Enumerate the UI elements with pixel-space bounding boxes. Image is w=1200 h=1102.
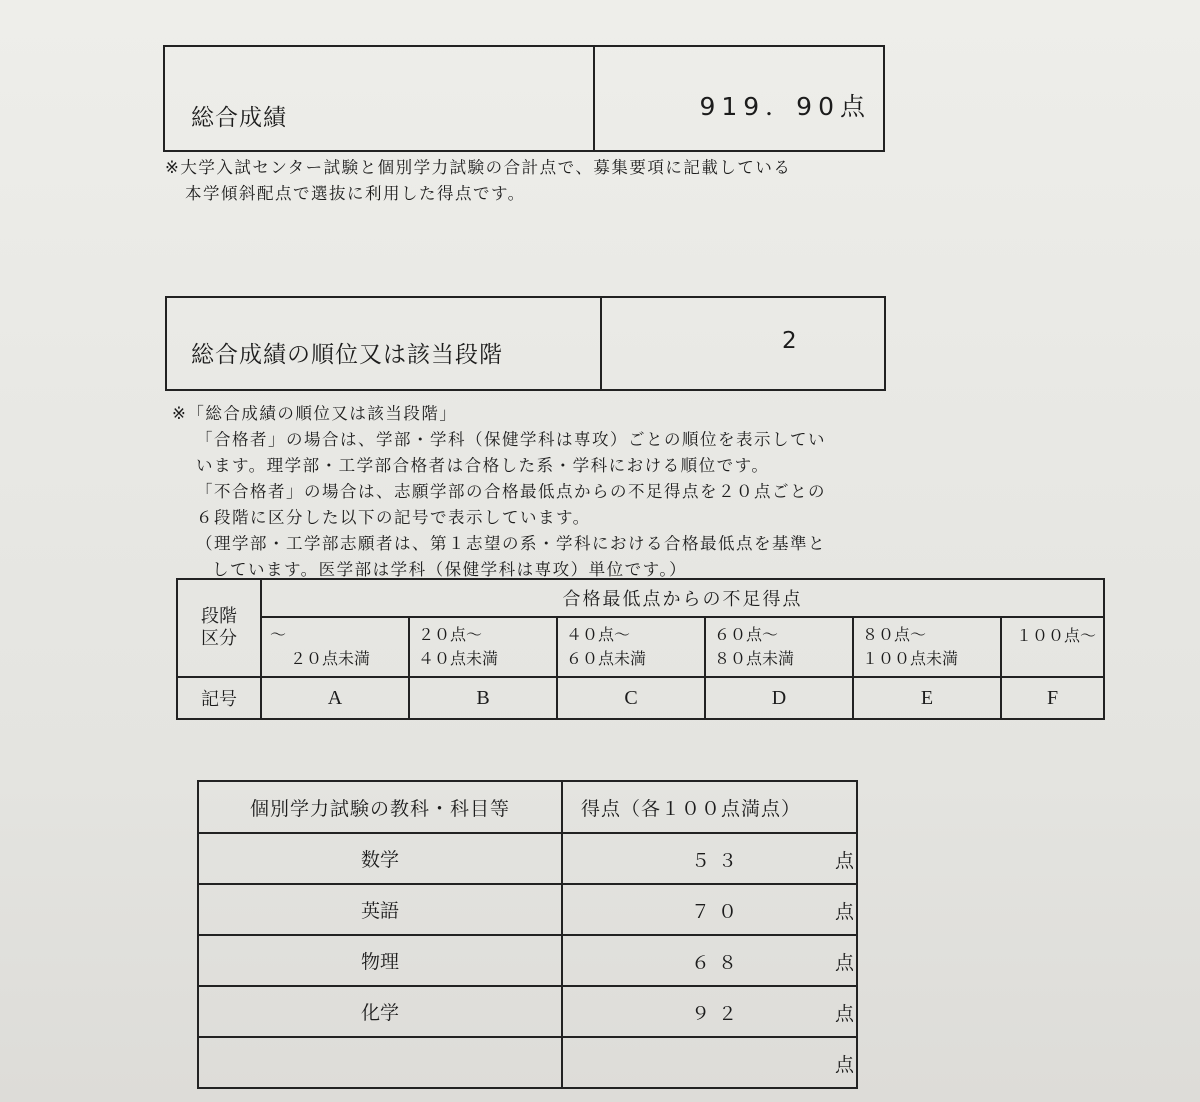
stage-range-line-2: ８０点未満 xyxy=(714,649,795,668)
stage-range-line-1: 〜 xyxy=(270,625,287,644)
score-unit: 点 xyxy=(834,952,854,974)
subject-header: 個別学力試験の教科・科目等 xyxy=(198,781,562,833)
stage-corner-cell xyxy=(177,579,261,677)
stage-range-line-2: ４０点未満 xyxy=(418,649,499,668)
score-unit: 点 xyxy=(834,1003,854,1025)
rank-note-line-4: 「不合格者」の場合は、志願学部の合格最低点からの不足得点を２０点ごとの xyxy=(196,482,826,501)
stage-range-line-1: ４０点〜 xyxy=(566,625,631,644)
rank-note-line-5: ６段階に区分した以下の記号で表示しています。 xyxy=(196,508,591,527)
stage-range-line-1: ８０点〜 xyxy=(862,625,927,644)
stage-symbol-e: E xyxy=(853,677,1001,719)
score-value: ６８ xyxy=(691,952,746,974)
total-note-line-2: 本学傾斜配点で選抜に利用した得点です。 xyxy=(185,184,526,203)
rank-label: 総合成績の順位又は該当段階 xyxy=(191,342,503,368)
stage-symbol-f: F xyxy=(1001,677,1104,719)
total-note-line-1: ※大学入試センター試験と個別学力試験の合計点で、募集要項に記載している xyxy=(165,158,792,177)
score-cell xyxy=(562,1037,857,1088)
score-value: ５３ xyxy=(691,850,746,872)
rank-note-line-1: ※「総合成績の順位又は該当段階」 xyxy=(172,404,458,423)
stage-symbol-b: B xyxy=(409,677,557,719)
stage-corner-line-1: 段階 xyxy=(201,606,237,627)
stage-range-d xyxy=(705,617,853,677)
rank-divider xyxy=(600,298,602,389)
subject-name: 物理 xyxy=(198,935,562,986)
stage-range-line-1: １００点〜 xyxy=(1016,626,1097,645)
score-value: ７０ xyxy=(691,901,746,923)
rank-box xyxy=(165,296,886,391)
rank-note-line-3: います。理学部・工学部合格者は合格した系・学科における順位です。 xyxy=(196,456,770,475)
stage-symbol-label: 記号 xyxy=(177,677,261,719)
rank-note-line-7: しています。医学部は学科（保健学科は専攻）単位です。） xyxy=(212,560,688,579)
rank-note-line-2: 「合格者」の場合は、学部・学科（保健学科は専攻）ごとの順位を表示してい xyxy=(196,430,826,449)
score-unit: 点 xyxy=(834,1054,854,1076)
stage-range-line-2: １００点未満 xyxy=(862,649,959,668)
stage-range-b xyxy=(409,617,557,677)
score-unit: 点 xyxy=(834,850,854,872)
stage-range-line-1: ２０点〜 xyxy=(418,625,483,644)
stage-corner-line-2: 区分 xyxy=(201,628,237,649)
subject-name: 化学 xyxy=(198,986,562,1037)
score-value: ９２ xyxy=(691,1003,746,1025)
table-row xyxy=(198,986,857,1037)
score-header: 得点（各１００点満点） xyxy=(562,781,857,833)
stage-header: 合格最低点からの不足得点 xyxy=(261,579,1104,617)
stage-range-line-2: ６０点未満 xyxy=(566,649,647,668)
score-unit: 点 xyxy=(834,901,854,923)
stage-symbol-d: D xyxy=(705,677,853,719)
subject-name: 英語 xyxy=(198,884,562,935)
stage-table xyxy=(176,578,1105,720)
score-cell xyxy=(562,935,857,986)
table-row xyxy=(198,935,857,986)
stage-symbol-c: C xyxy=(557,677,705,719)
stage-range-line-1: ６０点〜 xyxy=(714,625,779,644)
table-row xyxy=(198,833,857,884)
stage-range-e xyxy=(853,617,1001,677)
score-cell xyxy=(562,833,857,884)
subject-name xyxy=(198,1037,562,1088)
table-row xyxy=(198,884,857,935)
total-score-label: 総合成績 xyxy=(191,105,287,131)
stage-symbol-a: A xyxy=(261,677,409,719)
stage-range-c xyxy=(557,617,705,677)
total-score-value: 919．90点 xyxy=(699,92,871,121)
stage-range-line-2: ２０点未満 xyxy=(290,649,371,668)
subject-score-table xyxy=(197,780,858,1089)
score-cell xyxy=(562,884,857,935)
score-cell xyxy=(562,986,857,1037)
stage-range-a xyxy=(261,617,409,677)
total-score-box xyxy=(163,45,885,152)
total-score-divider xyxy=(593,47,595,150)
rank-note-line-6: （理学部・工学部志願者は、第１志望の系・学科における合格最低点を基準と xyxy=(196,534,826,553)
rank-value: 2 xyxy=(782,328,798,354)
table-row xyxy=(198,1037,857,1088)
subject-name: 数学 xyxy=(198,833,562,884)
stage-range-f xyxy=(1001,617,1104,677)
